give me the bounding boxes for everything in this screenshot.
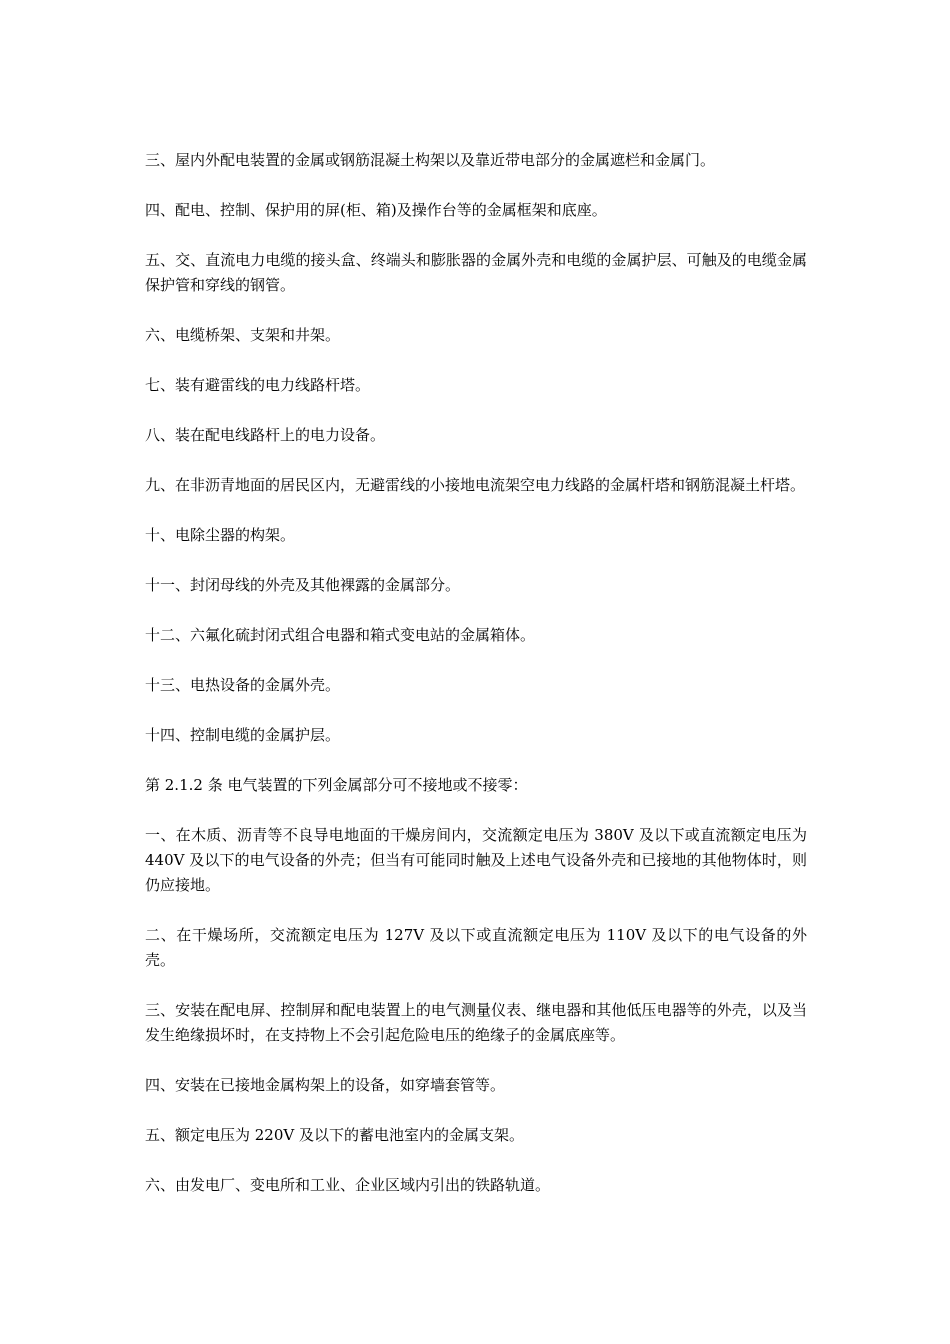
paragraph: 五、交、直流电力电缆的接头盒、终端头和膨胀器的金属外壳和电缆的金属护层、可触及的电缆金属保护管和穿线的钢管。 (145, 251, 807, 294)
paragraph: 十三、电热设备的金属外壳。 (145, 676, 341, 694)
paragraph: 六、由发电厂、变电所和工业、企业区域内引出的铁路轨道。 (145, 1176, 551, 1194)
paragraph: 三、屋内外配电装置的金属或钢筋混凝土构架以及靠近带电部分的金属遮栏和金属门。 (145, 151, 716, 169)
paragraph: 十一、封闭母线的外壳及其他裸露的金属部分。 (145, 576, 461, 594)
paragraph: 十四、控制电缆的金属护层。 (145, 726, 341, 744)
paragraph: 七、装有避雷线的电力线路杆塔。 (145, 376, 371, 394)
paragraph: 八、装在配电线路杆上的电力设备。 (145, 426, 386, 444)
paragraph: 十、电除尘器的构架。 (145, 526, 296, 544)
paragraph: 一、在木质、沥青等不良导电地面的干燥房间内，交流额定电压为 380V 及以下或直流额定电压为 440V 及以下的电气设备的外壳；但当有可能同时触及上述电气设备外壳和已接地的其他物体时，则仍应接地。 (145, 826, 807, 894)
paragraph: 十二、六氟化硫封闭式组合电器和箱式变电站的金属箱体。 (145, 626, 536, 644)
paragraph: 五、额定电压为 220V 及以下的蓄电池室内的金属支架。 (145, 1126, 525, 1144)
paragraph: 二、在干燥场所，交流额定电压为 127V 及以下或直流额定电压为 110V 及以下的电气设备的外壳。 (145, 926, 807, 969)
paragraph: 三、安装在配电屏、控制屏和配电装置上的电气测量仪表、继电器和其他低压电器等的外壳，以及当发生绝缘损坏时，在支持物上不会引起危险电压的绝缘子的金属底座等。 (145, 1001, 807, 1044)
paragraph: 六、电缆桥架、支架和井架。 (145, 326, 341, 344)
paragraph: 四、配电、控制、保护用的屏(柜、箱)及操作台等的金属框架和底座。 (145, 201, 607, 219)
paragraph: 四、安装在已接地金属构架上的设备，如穿墙套管等。 (145, 1076, 506, 1094)
section-heading: 第 2.1.2 条 电气装置的下列金属部分可不接地或不接零： (145, 776, 528, 794)
paragraph: 九、在非沥青地面的居民区内，无避雷线的小接地电流架空电力线路的金属杆塔和钢筋混凝土杆塔。 (145, 476, 806, 494)
document-body (145, 148, 807, 1223)
